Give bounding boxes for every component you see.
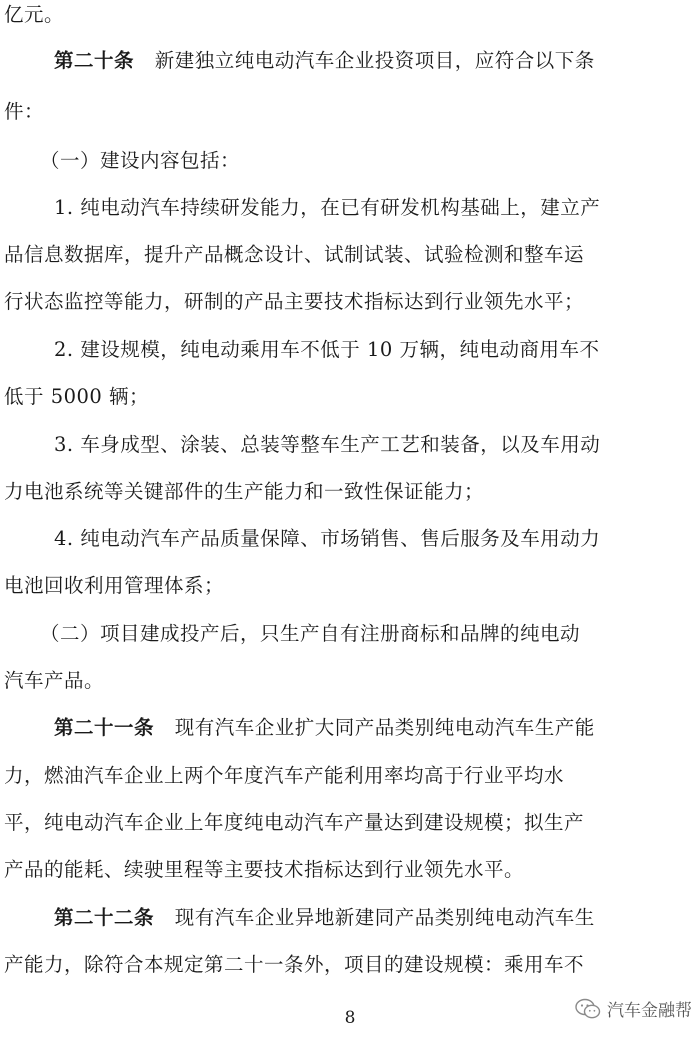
text-line: 产品的能耗、续驶里程等主要技术指标达到行业领先水平。 (4, 858, 525, 881)
text-line: 产能力，除符合本规定第二十一条外，项目的建设规模：乘用车不 (4, 953, 585, 976)
article-heading: 第二十二条 (54, 906, 155, 929)
text-line: 亿元。 (4, 3, 65, 26)
article-22 (54, 903, 700, 933)
text-line: 品信息数据库，提升产品概念设计、试制试装、试验检测和整车运 (4, 243, 585, 266)
text-line: 力，燃油汽车企业上两个年度汽车产能利用率均高于行业平均水 (4, 764, 565, 787)
text-line: 行状态监控等能力，研制的产品主要技术指标达到行业领先水平； (4, 290, 585, 313)
text-line: （二）项目建成投产后，只生产自有注册商标和品牌的纯电动 (40, 622, 581, 645)
text-line: （一）建设内容包括： (40, 149, 241, 172)
text-line: 低于 5000 辆； (4, 385, 150, 408)
text-line: 现有汽车企业异地新建同产品类别纯电动汽车生 (174, 906, 595, 929)
text-line: 3. 车身成型、涂装、总装等整车生产工艺和装备，以及车用动 (54, 433, 601, 456)
watermark-text: 汽车金融帮 (607, 1001, 692, 1021)
watermark (575, 996, 692, 1021)
text-line: 力电池系统等关键部件的生产能力和一致性保证能力； (4, 480, 485, 503)
article-heading: 第二十条 (54, 49, 135, 72)
text-line: 1. 纯电动汽车持续研发能力，在已有研发机构基础上，建立产 (54, 196, 601, 219)
text-line: 2. 建设规模，纯电动乘用车不低于 10 万辆，纯电动商用车不 (54, 338, 600, 361)
text-line: 现有汽车企业扩大同产品类别纯电动汽车生产能 (174, 716, 595, 739)
text-line: 4. 纯电动汽车产品质量保障、市场销售、售后服务及车用动力 (54, 527, 601, 550)
article-20 (54, 46, 700, 76)
page-number: 8 (344, 1008, 356, 1028)
text-line: 电池回收利用管理体系； (4, 574, 225, 597)
text-line: 平，纯电动汽车企业上年度纯电动汽车产量达到建设规模；拟生产 (4, 811, 585, 834)
wechat-icon (575, 998, 601, 1020)
article-heading: 第二十一条 (54, 716, 155, 739)
text-line: 新建独立纯电动汽车企业投资项目，应符合以下条 (154, 49, 595, 72)
text-line: 汽车产品。 (4, 669, 105, 692)
article-21 (54, 713, 700, 743)
text-line: 件： (4, 100, 45, 123)
